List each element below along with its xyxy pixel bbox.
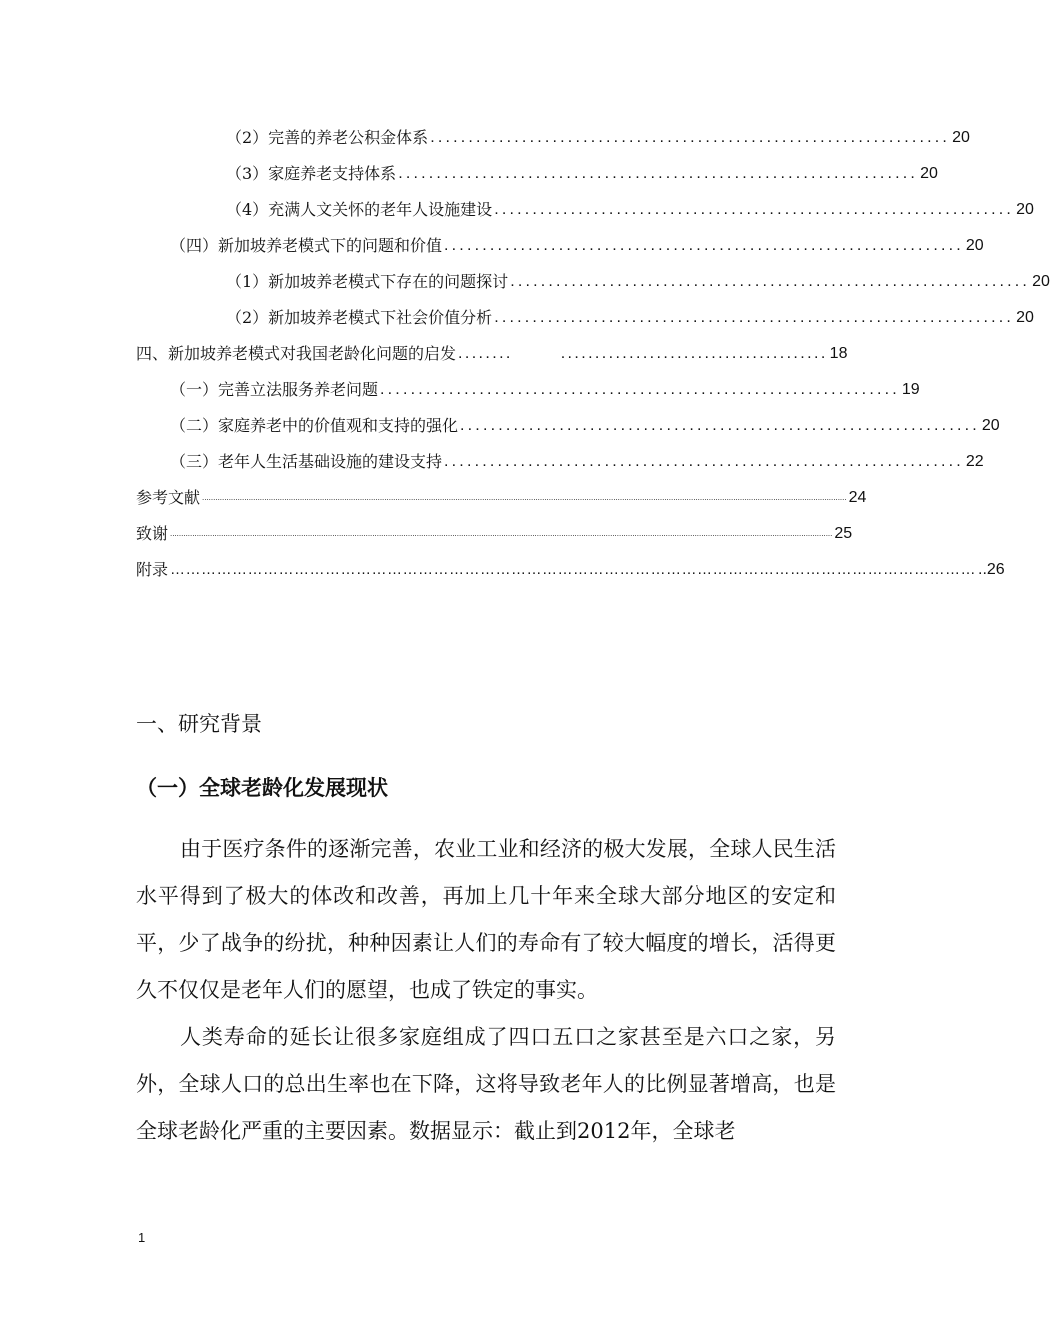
toc-leader-dots: .................................................................................................................................................................................................................................................................................................. [202, 493, 847, 502]
toc-entry[interactable] [226, 161, 938, 187]
toc-entry-page: 25 [834, 525, 853, 542]
toc-entry-page: 20 [1016, 309, 1034, 326]
toc-leader-dots: .................................................................... [398, 165, 919, 182]
toc-entry-label: （二）家庭养老中的价值观和支持的强化 [170, 416, 459, 435]
toc-entry[interactable] [226, 197, 1034, 223]
toc-leader-dots: .................................................................... [380, 381, 900, 398]
toc-leader-dots: .................................................................... [494, 309, 1015, 326]
toc-entry-page: 20 [965, 237, 984, 254]
toc-leader-dots: ………………………………………………………………………………………………………………………………………… [170, 561, 977, 578]
toc-entry-label: 附录 [136, 560, 169, 579]
toc-entry-page: 22 [965, 453, 984, 470]
toc-leader-dots: .................................................................... [430, 129, 951, 146]
toc-entry-page: 20 [952, 129, 970, 146]
toc-entry-page: 20 [1016, 201, 1034, 218]
subsection-heading: （一）全球老龄化发展现状 [136, 776, 388, 800]
body-paragraph: 人类寿命的延长让很多家庭组成了四口五口之家甚至是六口之家，另外，全球人口的总出生率也在下降，这将导致老年人的比例显著增高，也是全球老龄化严重的主要因素。数据显示：截止到2012年，全球老 [136, 1025, 836, 1143]
toc-leader-dots: .................................................................... [510, 273, 1031, 290]
page-number: 1 [138, 1230, 146, 1245]
toc-entry[interactable] [170, 413, 1000, 439]
toc-entry-label: （2）完善的养老公积金体系 [226, 128, 429, 147]
toc-entry[interactable] [136, 557, 1005, 583]
toc-entry-page: 19 [901, 381, 920, 398]
toc-leader-dots: .................................................................... [460, 417, 980, 434]
toc-entry-page: 20 [920, 165, 938, 182]
toc-entry-label: （2）新加坡养老模式下社会价值分析 [226, 308, 493, 327]
toc-leader-dots: ........ ....................................... [458, 345, 828, 362]
toc-entry[interactable] [136, 521, 853, 547]
toc-entry-page: 20 [1032, 273, 1050, 290]
toc-entry-label: （1）新加坡养老模式下存在的问题探讨 [226, 272, 509, 291]
toc-entry-page: 18 [829, 345, 848, 362]
toc-entry-label: （3）家庭养老支持体系 [226, 164, 397, 183]
toc-entry-label: 参考文献 [136, 488, 201, 507]
toc-entry[interactable] [226, 269, 1050, 295]
toc-entry[interactable] [136, 341, 848, 367]
body-paragraph: 由于医疗条件的逐渐完善，农业工业和经济的极大发展，全球人民生活水平得到了极大的体改和改善，再加上几十年来全球大部分地区的安定和平，少了战争的纷扰，种种因素让人们的寿命有了较大幅度的增长，活得更久不仅仅是老年人们的愿望，也成了铁定的事实。 [136, 837, 836, 1002]
toc-entry-label: （一）完善立法服务养老问题 [170, 380, 379, 399]
toc-entry-page: 20 [981, 417, 1000, 434]
toc-entry-label: 四、新加坡养老模式对我国老龄化问题的启发 [136, 344, 457, 363]
toc-entry-label: （四）新加坡养老模式下的问题和价值 [170, 236, 443, 255]
toc-entry-label: （三）老年人生活基础设施的建设支持 [170, 452, 443, 471]
toc-leader-dots: .................................................................... [494, 201, 1015, 218]
toc-entry-label: （4）充满人文关怀的老年人设施建设 [226, 200, 493, 219]
toc-entry[interactable] [170, 449, 984, 475]
toc-leader-dots: .................................................................... [444, 453, 964, 470]
toc-entry[interactable] [226, 305, 1034, 331]
toc-entry-label: 致谢 [136, 524, 169, 543]
section-heading: 一、研究背景 [136, 712, 262, 736]
toc-entry-page: 24 [848, 489, 867, 506]
toc-leader-dots: .......................................................................................................................................................................................................................................................................................................... [170, 529, 833, 538]
toc-entry[interactable] [226, 125, 970, 151]
toc-entry-page: ..26 [978, 561, 1005, 578]
toc-entry[interactable] [170, 377, 920, 403]
toc-entry[interactable] [170, 233, 984, 259]
toc-leader-dots: .................................................................... [444, 237, 964, 254]
toc-entry[interactable] [136, 485, 867, 511]
